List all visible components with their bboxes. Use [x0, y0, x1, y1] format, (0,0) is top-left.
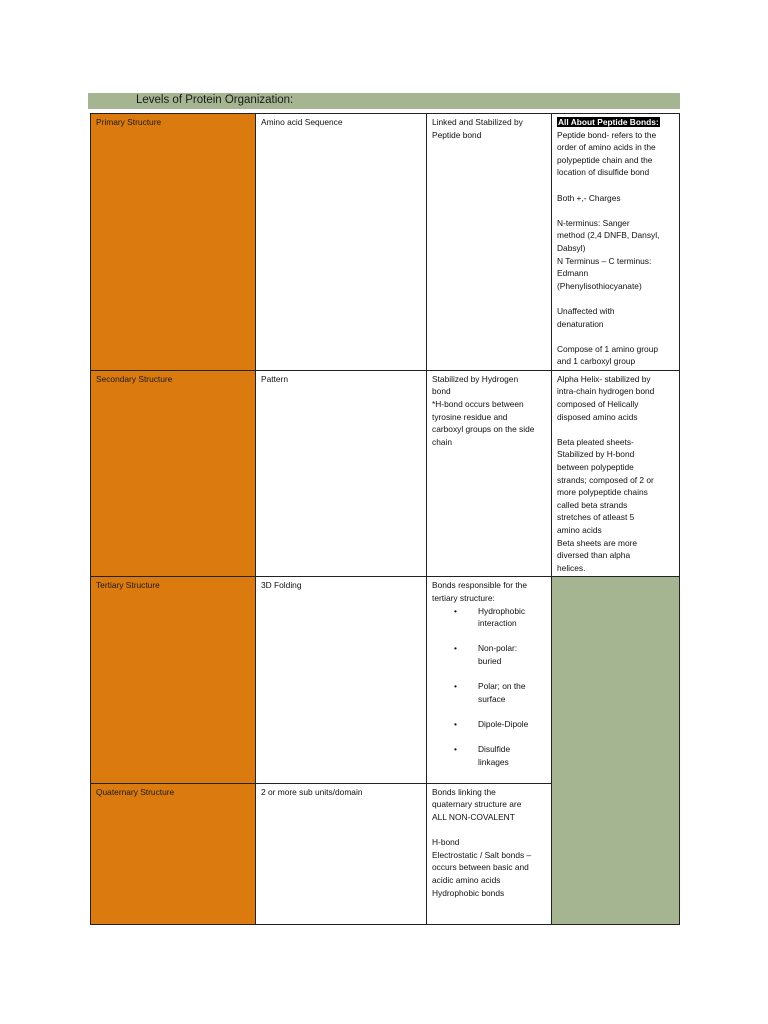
text-line: surface — [478, 693, 506, 704]
text-line: order of amino acids in the — [557, 142, 656, 153]
text-line: Bonds responsible for the — [432, 580, 527, 591]
text-line: buried — [478, 655, 502, 666]
text-line: denaturation — [557, 318, 604, 329]
bonds-tertiary — [427, 577, 552, 784]
text-line: Polar; on the — [478, 681, 526, 692]
text-line: Hydrophobic bonds — [432, 887, 505, 898]
text-line: between polypeptide — [557, 462, 634, 473]
list-item — [432, 680, 546, 705]
text-line: occurs between basic and — [432, 862, 529, 873]
text-line: Stabilized by Hydrogen — [432, 373, 519, 384]
text-line: composed of Helically — [557, 399, 639, 410]
text-line: *H-bond occurs between — [432, 399, 524, 410]
text-line: Stabilized by H-bond — [557, 449, 635, 460]
bonds-secondary — [427, 370, 552, 577]
table-row-tertiary — [91, 577, 680, 784]
text-line: diversed than alpha — [557, 550, 631, 561]
protein-organization-table — [90, 113, 680, 925]
line-gap — [557, 204, 674, 217]
bullet-icon: • — [454, 718, 457, 729]
text-line: carboxyl groups on the side — [432, 424, 535, 435]
text-line: Peptide bond — [432, 129, 482, 140]
level-tertiary: Tertiary Structure — [91, 577, 256, 784]
text-line: interaction — [478, 618, 517, 629]
list-item — [432, 718, 546, 731]
text-line: N Terminus – C terminus: — [557, 255, 652, 266]
text-line: helices. — [557, 562, 586, 573]
text-line: tyrosine residue and — [432, 411, 508, 422]
title-bar — [88, 93, 680, 109]
text-line: Beta pleated sheets- — [557, 436, 634, 447]
text-line: Electrostatic / Salt bonds – — [432, 849, 532, 860]
text-line: linkages — [478, 756, 509, 767]
bonds-primary — [427, 114, 552, 371]
text-line: Dipole-Dipole — [478, 718, 529, 729]
line-gap — [557, 330, 674, 343]
text-line: intra-chain hydrogen bond — [557, 386, 655, 397]
text-line: Bonds linking the — [432, 786, 496, 797]
empty-notes-cell — [552, 577, 680, 925]
text-line: Non-polar: — [478, 643, 518, 654]
text-line: Unaffected with — [557, 305, 615, 316]
bullet-icon: • — [454, 643, 457, 654]
text-line: Alpha Helix- stabilized by — [557, 373, 651, 384]
text-line: N-terminus: Sanger — [557, 217, 630, 228]
text-line: H-bond — [432, 837, 460, 848]
level-secondary: Secondary Structure — [91, 370, 256, 577]
text-line: stretches of atleast 5 — [557, 512, 635, 523]
text-line: strands; composed of 2 or — [557, 474, 654, 485]
bullet-icon: • — [454, 681, 457, 692]
text-line: chain — [432, 436, 453, 447]
text-line: more polypeptide chains — [557, 487, 648, 498]
description-quaternary: 2 or more sub units/domain — [256, 783, 427, 924]
text-line: bond — [432, 386, 451, 397]
bonds-quaternary — [427, 783, 552, 924]
text-line: Linked and Stabilized by — [432, 117, 523, 127]
text-line: Both +,- Charges — [557, 192, 621, 203]
line-gap — [557, 179, 674, 192]
list-item — [432, 743, 546, 768]
notes-primary — [552, 114, 680, 371]
notes-heading: All About Peptide Bonds: — [558, 117, 659, 127]
bullet-icon: • — [454, 605, 457, 616]
page-title: Levels of Protein Organization: — [136, 94, 294, 106]
text-line: Dabsyl) — [557, 242, 586, 253]
text-line: quaternary structure are — [432, 799, 522, 810]
line-gap — [432, 824, 546, 837]
text-line: location of disulfide bond — [557, 167, 650, 178]
text-line: called beta strands — [557, 499, 628, 510]
level-primary: Primary Structure — [91, 114, 256, 371]
text-line: acidic amino acids — [432, 875, 501, 886]
text-line: amino acids — [557, 525, 602, 535]
text-line: Compose of 1 amino group — [557, 343, 659, 354]
text-line: Hydrophobic — [478, 605, 526, 616]
table-row-secondary — [91, 370, 680, 577]
line-gap — [557, 423, 674, 436]
text-line: ALL NON-COVALENT — [432, 812, 515, 823]
table-row-primary — [91, 114, 680, 371]
bonds-tertiary-list — [432, 605, 546, 769]
bonds-tertiary-intro — [432, 579, 546, 604]
text-line: Peptide bond- refers to the — [557, 129, 657, 140]
list-item — [432, 642, 546, 667]
description-tertiary: 3D Folding — [256, 577, 427, 784]
text-line: Edmann — [557, 268, 589, 279]
notes-primary-lines — [557, 129, 674, 368]
text-line: Beta sheets are more — [557, 537, 638, 548]
text-line: disposed amino acids — [557, 411, 638, 422]
text-line: (Phenylisothiocyanate) — [557, 280, 642, 291]
level-quaternary: Quaternary Structure — [91, 783, 256, 924]
description-primary: Amino acid Sequence — [256, 114, 427, 371]
text-line: Disulfide — [478, 744, 511, 755]
text-line: and 1 carboxyl group — [557, 356, 636, 367]
bullet-icon: • — [454, 744, 457, 755]
text-line: method (2,4 DNFB, Dansyl, — [557, 230, 660, 241]
text-line: tertiary structure: — [432, 592, 495, 603]
notes-secondary — [552, 370, 680, 577]
list-item — [432, 605, 546, 630]
line-gap — [557, 292, 674, 305]
text-line: polypeptide chain and the — [557, 154, 653, 165]
description-secondary: Pattern — [256, 370, 427, 577]
